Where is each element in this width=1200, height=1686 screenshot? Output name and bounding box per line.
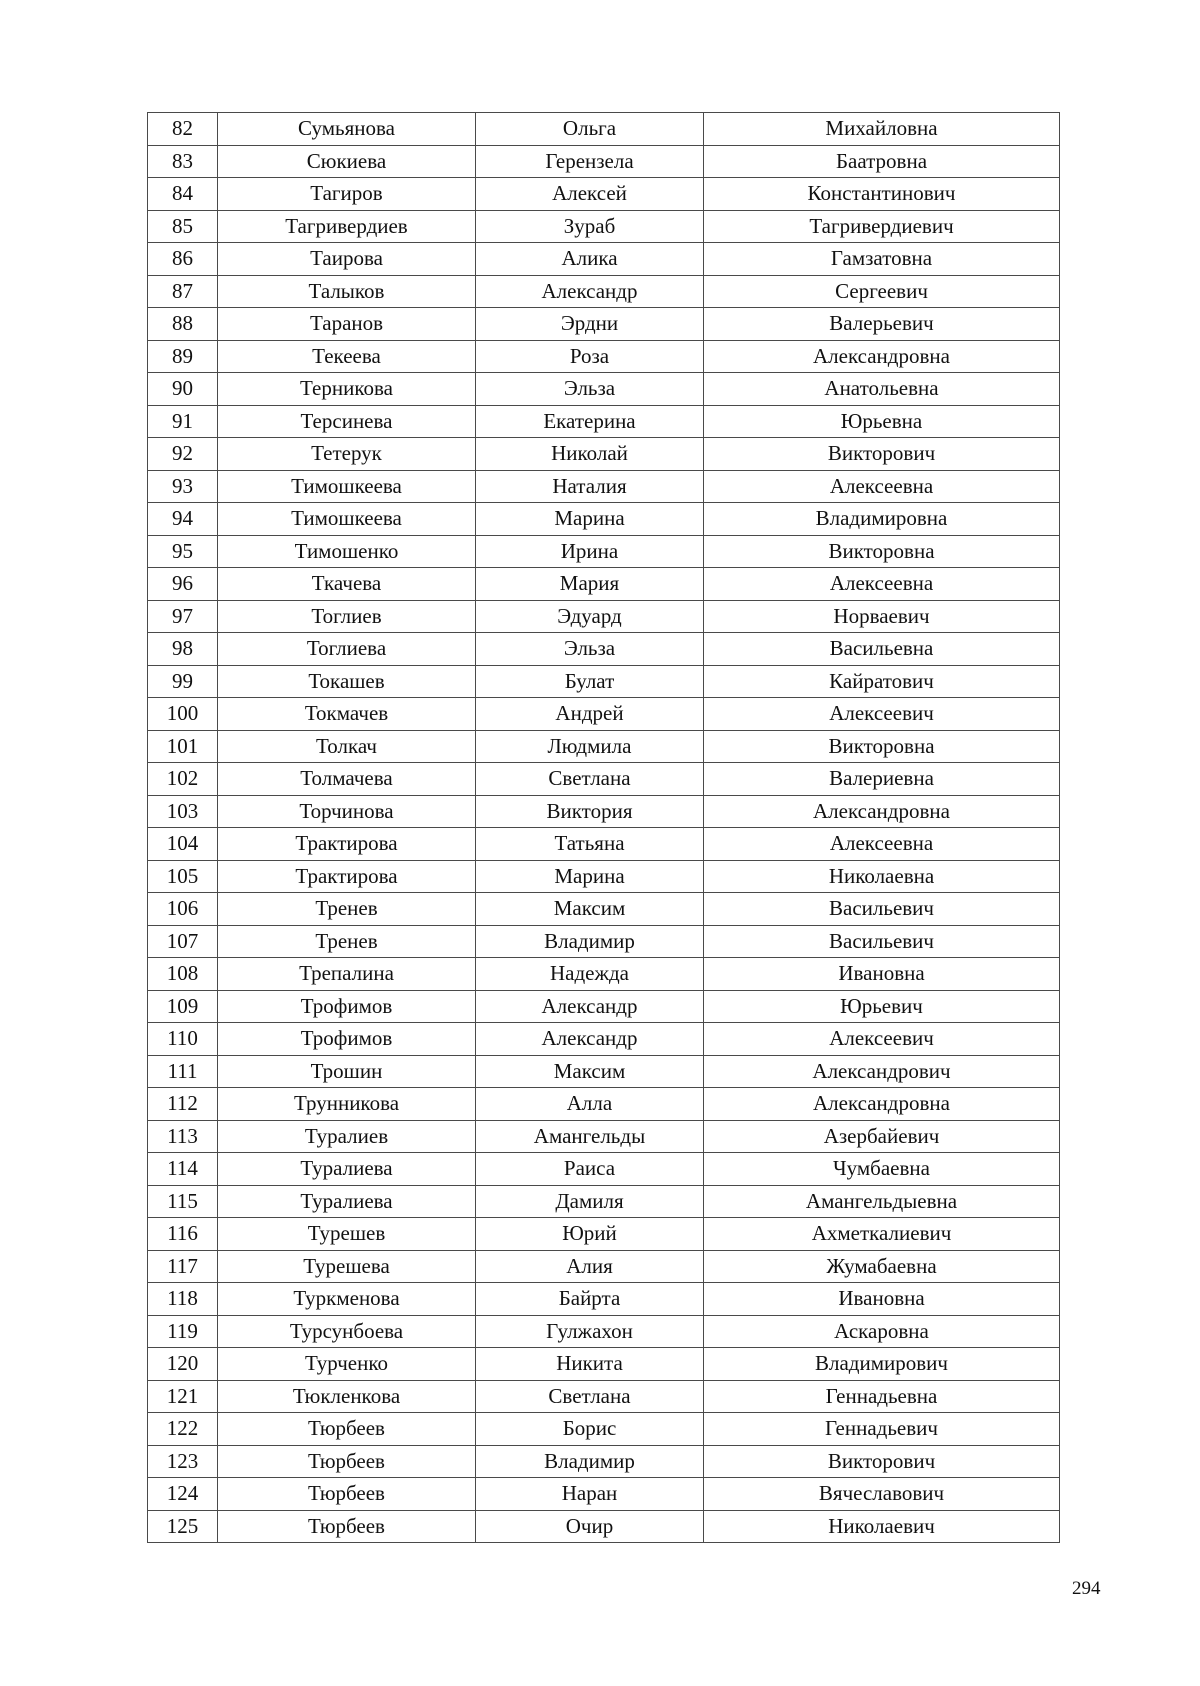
patronymic-cell: Аскаровна	[704, 1315, 1060, 1348]
row-number-cell: 105	[148, 860, 218, 893]
table-row	[148, 210, 1060, 243]
row-number-cell: 123	[148, 1445, 218, 1478]
row-number-cell: 107	[148, 925, 218, 958]
table-row	[148, 828, 1060, 861]
row-number-cell: 97	[148, 600, 218, 633]
row-number-cell: 115	[148, 1185, 218, 1218]
patronymic-cell: Норваевич	[704, 600, 1060, 633]
patronymic-cell: Васильевна	[704, 633, 1060, 666]
first-name-cell: Дамиля	[476, 1185, 704, 1218]
patronymic-cell: Ахметкалиевич	[704, 1218, 1060, 1251]
first-name-cell: Эльза	[476, 373, 704, 406]
first-name-cell: Эльза	[476, 633, 704, 666]
row-number-cell: 86	[148, 243, 218, 276]
last-name-cell: Тагиров	[218, 178, 476, 211]
last-name-cell: Турсунбоева	[218, 1315, 476, 1348]
first-name-cell: Роза	[476, 340, 704, 373]
first-name-cell: Байрта	[476, 1283, 704, 1316]
table-row	[148, 373, 1060, 406]
table-row	[148, 698, 1060, 731]
row-number-cell: 109	[148, 990, 218, 1023]
patronymic-cell: Геннадьевич	[704, 1413, 1060, 1446]
last-name-cell: Тетерук	[218, 438, 476, 471]
page-number: 294	[1072, 1578, 1101, 1599]
patronymic-cell: Вячеславович	[704, 1478, 1060, 1511]
table-row	[148, 568, 1060, 601]
first-name-cell: Раиса	[476, 1153, 704, 1186]
last-name-cell: Тюкленкова	[218, 1380, 476, 1413]
table-row	[148, 763, 1060, 796]
row-number-cell: 106	[148, 893, 218, 926]
table-row	[148, 1478, 1060, 1511]
last-name-cell: Торчинова	[218, 795, 476, 828]
row-number-cell: 112	[148, 1088, 218, 1121]
last-name-cell: Токашев	[218, 665, 476, 698]
row-number-cell: 118	[148, 1283, 218, 1316]
first-name-cell: Марина	[476, 503, 704, 536]
last-name-cell: Туралиева	[218, 1185, 476, 1218]
last-name-cell: Терникова	[218, 373, 476, 406]
table-row	[148, 665, 1060, 698]
last-name-cell: Трунникова	[218, 1088, 476, 1121]
patronymic-cell: Владимирович	[704, 1348, 1060, 1381]
first-name-cell: Надежда	[476, 958, 704, 991]
patronymic-cell: Жумабаевна	[704, 1250, 1060, 1283]
last-name-cell: Тимошкеева	[218, 503, 476, 536]
row-number-cell: 120	[148, 1348, 218, 1381]
patronymic-cell: Александровна	[704, 340, 1060, 373]
patronymic-cell: Валериевна	[704, 763, 1060, 796]
first-name-cell: Александр	[476, 275, 704, 308]
names-table-body	[148, 113, 1060, 1543]
last-name-cell: Тюрбеев	[218, 1478, 476, 1511]
first-name-cell: Ольга	[476, 113, 704, 146]
first-name-cell: Алексей	[476, 178, 704, 211]
first-name-cell: Юрий	[476, 1218, 704, 1251]
patronymic-cell: Чумбаевна	[704, 1153, 1060, 1186]
first-name-cell: Мария	[476, 568, 704, 601]
patronymic-cell: Александровна	[704, 795, 1060, 828]
patronymic-cell: Владимировна	[704, 503, 1060, 536]
table-row	[148, 1185, 1060, 1218]
row-number-cell: 93	[148, 470, 218, 503]
table-row	[148, 145, 1060, 178]
table-row	[148, 600, 1060, 633]
names-table-container	[147, 112, 1059, 1543]
last-name-cell: Тоглиев	[218, 600, 476, 633]
row-number-cell: 82	[148, 113, 218, 146]
table-row	[148, 113, 1060, 146]
table-row	[148, 1315, 1060, 1348]
patronymic-cell: Геннадьевна	[704, 1380, 1060, 1413]
first-name-cell: Наталия	[476, 470, 704, 503]
last-name-cell: Трепалина	[218, 958, 476, 991]
row-number-cell: 98	[148, 633, 218, 666]
patronymic-cell: Ивановна	[704, 1283, 1060, 1316]
patronymic-cell: Алексеевич	[704, 1023, 1060, 1056]
row-number-cell: 85	[148, 210, 218, 243]
patronymic-cell: Николаевна	[704, 860, 1060, 893]
patronymic-cell: Сергеевич	[704, 275, 1060, 308]
table-row	[148, 438, 1060, 471]
table-row	[148, 925, 1060, 958]
first-name-cell: Ирина	[476, 535, 704, 568]
first-name-cell: Наран	[476, 1478, 704, 1511]
first-name-cell: Марина	[476, 860, 704, 893]
patronymic-cell: Николаевич	[704, 1510, 1060, 1543]
last-name-cell: Талыков	[218, 275, 476, 308]
row-number-cell: 114	[148, 1153, 218, 1186]
row-number-cell: 84	[148, 178, 218, 211]
patronymic-cell: Алексеевна	[704, 828, 1060, 861]
row-number-cell: 104	[148, 828, 218, 861]
first-name-cell: Алика	[476, 243, 704, 276]
row-number-cell: 89	[148, 340, 218, 373]
first-name-cell: Борис	[476, 1413, 704, 1446]
last-name-cell: Толмачева	[218, 763, 476, 796]
patronymic-cell: Викторовна	[704, 535, 1060, 568]
table-row	[148, 503, 1060, 536]
table-row	[148, 1413, 1060, 1446]
row-number-cell: 99	[148, 665, 218, 698]
patronymic-cell: Викторович	[704, 438, 1060, 471]
last-name-cell: Таранов	[218, 308, 476, 341]
last-name-cell: Турешев	[218, 1218, 476, 1251]
patronymic-cell: Гамзатовна	[704, 243, 1060, 276]
last-name-cell: Тимошкеева	[218, 470, 476, 503]
last-name-cell: Тюрбеев	[218, 1413, 476, 1446]
table-row	[148, 1250, 1060, 1283]
first-name-cell: Александр	[476, 990, 704, 1023]
patronymic-cell: Михайловна	[704, 113, 1060, 146]
table-row	[148, 1445, 1060, 1478]
last-name-cell: Тюрбеев	[218, 1510, 476, 1543]
last-name-cell: Тоглиева	[218, 633, 476, 666]
patronymic-cell: Анатольевна	[704, 373, 1060, 406]
last-name-cell: Туралиев	[218, 1120, 476, 1153]
last-name-cell: Туркменова	[218, 1283, 476, 1316]
first-name-cell: Алла	[476, 1088, 704, 1121]
patronymic-cell: Васильевич	[704, 925, 1060, 958]
table-row	[148, 1153, 1060, 1186]
table-row	[148, 178, 1060, 211]
first-name-cell: Николай	[476, 438, 704, 471]
table-row	[148, 340, 1060, 373]
row-number-cell: 108	[148, 958, 218, 991]
row-number-cell: 92	[148, 438, 218, 471]
row-number-cell: 121	[148, 1380, 218, 1413]
patronymic-cell: Алексеевна	[704, 568, 1060, 601]
last-name-cell: Сюкиева	[218, 145, 476, 178]
patronymic-cell: Юрьевич	[704, 990, 1060, 1023]
first-name-cell: Булат	[476, 665, 704, 698]
row-number-cell: 111	[148, 1055, 218, 1088]
first-name-cell: Татьяна	[476, 828, 704, 861]
first-name-cell: Виктория	[476, 795, 704, 828]
last-name-cell: Таирова	[218, 243, 476, 276]
last-name-cell: Турченко	[218, 1348, 476, 1381]
patronymic-cell: Константинович	[704, 178, 1060, 211]
first-name-cell: Герензела	[476, 145, 704, 178]
last-name-cell: Токмачев	[218, 698, 476, 731]
patronymic-cell: Валерьевич	[704, 308, 1060, 341]
first-name-cell: Очир	[476, 1510, 704, 1543]
last-name-cell: Тимошенко	[218, 535, 476, 568]
row-number-cell: 83	[148, 145, 218, 178]
last-name-cell: Тагривердиев	[218, 210, 476, 243]
row-number-cell: 94	[148, 503, 218, 536]
last-name-cell: Текеева	[218, 340, 476, 373]
first-name-cell: Эрдни	[476, 308, 704, 341]
patronymic-cell: Азербайевич	[704, 1120, 1060, 1153]
first-name-cell: Зураб	[476, 210, 704, 243]
first-name-cell: Светлана	[476, 1380, 704, 1413]
table-row	[148, 1088, 1060, 1121]
row-number-cell: 103	[148, 795, 218, 828]
first-name-cell: Гулжахон	[476, 1315, 704, 1348]
table-row	[148, 860, 1060, 893]
row-number-cell: 124	[148, 1478, 218, 1511]
names-table	[147, 112, 1060, 1543]
table-row	[148, 730, 1060, 763]
patronymic-cell: Алексеевич	[704, 698, 1060, 731]
table-row	[148, 405, 1060, 438]
table-row	[148, 1055, 1060, 1088]
row-number-cell: 101	[148, 730, 218, 763]
table-row	[148, 1218, 1060, 1251]
table-row	[148, 535, 1060, 568]
last-name-cell: Тренев	[218, 925, 476, 958]
patronymic-cell: Александровна	[704, 1088, 1060, 1121]
table-row	[148, 795, 1060, 828]
row-number-cell: 91	[148, 405, 218, 438]
row-number-cell: 125	[148, 1510, 218, 1543]
first-name-cell: Максим	[476, 893, 704, 926]
patronymic-cell: Кайратович	[704, 665, 1060, 698]
table-row	[148, 990, 1060, 1023]
patronymic-cell: Викторович	[704, 1445, 1060, 1478]
table-row	[148, 958, 1060, 991]
last-name-cell: Туралиева	[218, 1153, 476, 1186]
first-name-cell: Людмила	[476, 730, 704, 763]
first-name-cell: Екатерина	[476, 405, 704, 438]
row-number-cell: 113	[148, 1120, 218, 1153]
table-row	[148, 1510, 1060, 1543]
table-row	[148, 275, 1060, 308]
patronymic-cell: Ивановна	[704, 958, 1060, 991]
table-row	[148, 633, 1060, 666]
row-number-cell: 87	[148, 275, 218, 308]
patronymic-cell: Тагривердиевич	[704, 210, 1060, 243]
table-row	[148, 893, 1060, 926]
row-number-cell: 116	[148, 1218, 218, 1251]
first-name-cell: Светлана	[476, 763, 704, 796]
row-number-cell: 119	[148, 1315, 218, 1348]
table-row	[148, 470, 1060, 503]
last-name-cell: Трофимов	[218, 990, 476, 1023]
row-number-cell: 100	[148, 698, 218, 731]
patronymic-cell: Васильевич	[704, 893, 1060, 926]
table-row	[148, 243, 1060, 276]
patronymic-cell: Амангельдыевна	[704, 1185, 1060, 1218]
patronymic-cell: Викторовна	[704, 730, 1060, 763]
table-row	[148, 1023, 1060, 1056]
first-name-cell: Александр	[476, 1023, 704, 1056]
last-name-cell: Терсинева	[218, 405, 476, 438]
last-name-cell: Турешева	[218, 1250, 476, 1283]
row-number-cell: 117	[148, 1250, 218, 1283]
first-name-cell: Андрей	[476, 698, 704, 731]
table-row	[148, 308, 1060, 341]
row-number-cell: 88	[148, 308, 218, 341]
row-number-cell: 102	[148, 763, 218, 796]
last-name-cell: Толкач	[218, 730, 476, 763]
patronymic-cell: Алексеевна	[704, 470, 1060, 503]
row-number-cell: 90	[148, 373, 218, 406]
last-name-cell: Трактирова	[218, 828, 476, 861]
last-name-cell: Тюрбеев	[218, 1445, 476, 1478]
row-number-cell: 96	[148, 568, 218, 601]
table-row	[148, 1380, 1060, 1413]
last-name-cell: Трошин	[218, 1055, 476, 1088]
table-row	[148, 1348, 1060, 1381]
patronymic-cell: Юрьевна	[704, 405, 1060, 438]
table-row	[148, 1283, 1060, 1316]
last-name-cell: Ткачева	[218, 568, 476, 601]
row-number-cell: 110	[148, 1023, 218, 1056]
first-name-cell: Никита	[476, 1348, 704, 1381]
first-name-cell: Владимир	[476, 925, 704, 958]
last-name-cell: Тренев	[218, 893, 476, 926]
row-number-cell: 122	[148, 1413, 218, 1446]
last-name-cell: Сумьянова	[218, 113, 476, 146]
last-name-cell: Трактирова	[218, 860, 476, 893]
first-name-cell: Владимир	[476, 1445, 704, 1478]
table-row	[148, 1120, 1060, 1153]
patronymic-cell: Александрович	[704, 1055, 1060, 1088]
first-name-cell: Эдуард	[476, 600, 704, 633]
last-name-cell: Трофимов	[218, 1023, 476, 1056]
row-number-cell: 95	[148, 535, 218, 568]
patronymic-cell: Баатровна	[704, 145, 1060, 178]
first-name-cell: Амангельды	[476, 1120, 704, 1153]
first-name-cell: Максим	[476, 1055, 704, 1088]
first-name-cell: Алия	[476, 1250, 704, 1283]
